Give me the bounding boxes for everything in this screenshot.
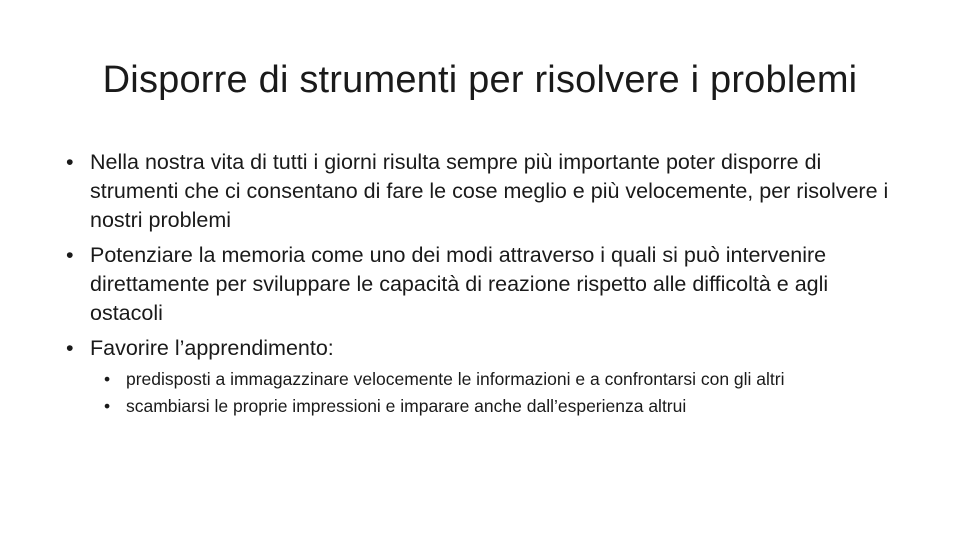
bullet-text: Nella nostra vita di tutti i giorni risulta sempre più importante poter disporre di strumenti che ci consentano di fare le cose meglio e più velocemente, per risolvere i nostri problemi xyxy=(90,150,889,232)
bullet-icon: • xyxy=(66,336,74,360)
sub-bullet-icon: • xyxy=(104,396,111,416)
bullet-list xyxy=(66,148,906,417)
sub-bullet-text: predisposti a immagazzinare velocemente le informazioni e a confrontarsi con gli altri xyxy=(126,369,785,389)
slide-content xyxy=(66,148,906,423)
bullet-text: Potenziare la memoria come uno dei modi attraverso i quali si può intervenire direttamente per sviluppare le capacità di reazione rispetto alle difficoltà e agli ostacoli xyxy=(90,243,829,325)
sub-bullet-icon: • xyxy=(104,369,111,389)
sub-bullet-item xyxy=(104,396,906,417)
bullet-item xyxy=(66,148,906,235)
bullet-item xyxy=(66,241,906,328)
bullet-item xyxy=(66,334,906,417)
bullet-icon: • xyxy=(66,150,74,174)
bullet-text: Favorire l’apprendimento: xyxy=(90,336,334,360)
sub-bullet-list xyxy=(90,369,906,417)
bullet-icon: • xyxy=(66,243,74,267)
sub-bullet-text: scambiarsi le proprie impressioni e imparare anche dall’esperienza altrui xyxy=(126,396,687,416)
slide-title: Disporre di strumenti per risolvere i problemi xyxy=(102,59,858,101)
sub-bullet-item xyxy=(104,369,906,390)
